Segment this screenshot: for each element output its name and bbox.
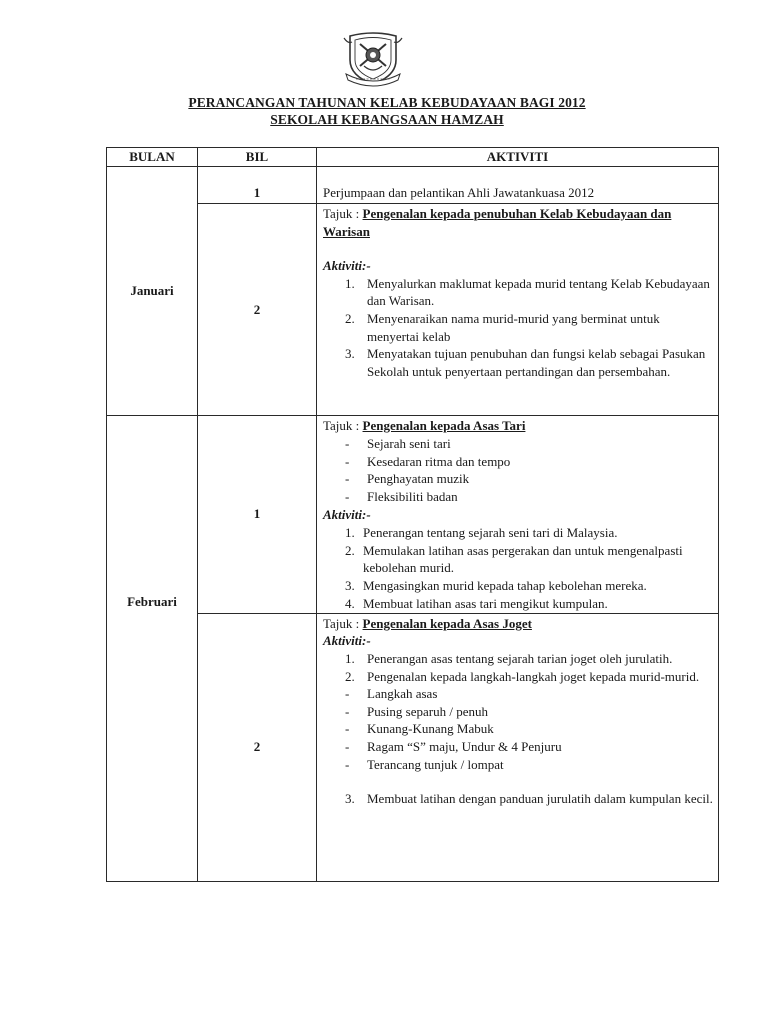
activity-steps xyxy=(323,650,714,685)
list-item: - Kesedaran ritma dan tempo xyxy=(323,453,714,471)
table-header-row xyxy=(107,148,719,167)
table-row xyxy=(107,613,719,881)
header-bulan: BULAN xyxy=(107,148,198,167)
activity-steps xyxy=(323,524,714,613)
topic-title: Pengenalan kepada Asas Tari xyxy=(362,418,526,433)
aktiviti-label: Aktiviti:- xyxy=(323,633,371,649)
topic-line: Tajuk : Pengenalan kepada penubuhan Kelab Kebudayaan dan Warisan xyxy=(323,206,672,239)
month-cell-januari: Januari xyxy=(107,167,198,416)
topic-line: Tajuk : Pengenalan kepada Asas Joget xyxy=(323,615,532,631)
activity-cell xyxy=(317,204,719,416)
activity-text: Perjumpaan dan pelantikan Ahli Jawatankuasa 2012 xyxy=(323,185,595,201)
list-item: 1. Penerangan tentang sejarah seni tari di Malaysia. xyxy=(345,524,618,540)
list-item: - Sejarah seni tari xyxy=(323,435,714,453)
activity-cell xyxy=(317,416,719,614)
list-item: 1. Menyalurkan maklumat kepada murid tentang Kelab Kebudayaan dan Warisan. xyxy=(345,275,710,309)
list-item: 2. Pengenalan kepada langkah-langkah joget kepada murid-murid. xyxy=(345,668,700,684)
topic-line: Tajuk : Pengenalan kepada Asas Tari xyxy=(323,418,526,433)
activity-cell xyxy=(317,167,719,204)
list-item: - Penghayatan muzik xyxy=(323,470,714,488)
list-item: - Ragam “S” maju, Undur & 4 Penjuru xyxy=(323,738,714,756)
list-item: 1. Penerangan asas tentang sejarah tarian joget oleh jurulatih. xyxy=(345,650,673,666)
list-item: 3. Membuat latihan dengan panduan jurulatih dalam kumpulan kecil. xyxy=(345,791,713,807)
list-item: 2. Memulakan latihan asas pergerakan dan untuk mengenalpasti kebolehan murid. xyxy=(345,542,683,576)
activity-cell xyxy=(317,613,719,881)
list-item: - Langkah asas xyxy=(323,685,714,703)
topic-title: Pengenalan kepada Asas Joget xyxy=(362,615,532,631)
list-item: - Fleksibiliti badan xyxy=(323,488,714,506)
header-aktiviti: AKTIVITI xyxy=(317,148,719,167)
table-row xyxy=(107,416,719,614)
activity-steps-final xyxy=(323,790,714,808)
list-item: - Kunang-Kunang Mabuk xyxy=(323,720,714,738)
month-cell-februari: Februari xyxy=(107,416,198,882)
activity-steps xyxy=(323,275,714,381)
bil-cell: 2 xyxy=(198,613,317,881)
list-item: 2. Menyenaraikan nama murid-murid yang berminat untuk menyertai kelab xyxy=(345,310,660,344)
list-item: - Terancang tunjuk / lompat xyxy=(323,756,714,774)
document-subtitle: SEKOLAH KEBANGSAAN HAMZAH xyxy=(270,112,504,127)
table-row xyxy=(107,167,719,204)
list-item: 3. Menyatakan tujuan penubuhan dan fungsi kelab sebagai Pasukan Sekolah untuk penyertaan pertandingan dan persembahan. xyxy=(345,346,706,379)
bil-cell: 2 xyxy=(198,204,317,416)
aktiviti-label: Aktiviti:- xyxy=(323,258,371,274)
document-title: PERANCANGAN TAHUNAN KELAB KEBUDAYAAN BAGI 2012 xyxy=(188,95,586,110)
table-row xyxy=(107,204,719,416)
header-bil: BIL xyxy=(198,148,317,167)
bil-cell: 1 xyxy=(198,416,317,614)
annual-plan-table xyxy=(106,147,719,882)
school-crest-logo xyxy=(342,30,404,88)
joget-bullets xyxy=(323,685,714,773)
topic-title: Pengenalan kepada penubuhan Kelab Kebudayaan dan Warisan xyxy=(323,206,672,239)
list-item: 4. Membuat latihan asas tari mengikut kumpulan. xyxy=(345,595,608,611)
list-item: - Pusing separuh / penuh xyxy=(323,703,714,721)
bil-cell: 1 xyxy=(198,167,317,204)
list-item: 3. Mengasingkan murid kepada tahap kebolehan mereka. xyxy=(345,578,647,594)
aktiviti-label: Aktiviti:- xyxy=(323,506,371,522)
topic-bullets xyxy=(323,435,714,506)
